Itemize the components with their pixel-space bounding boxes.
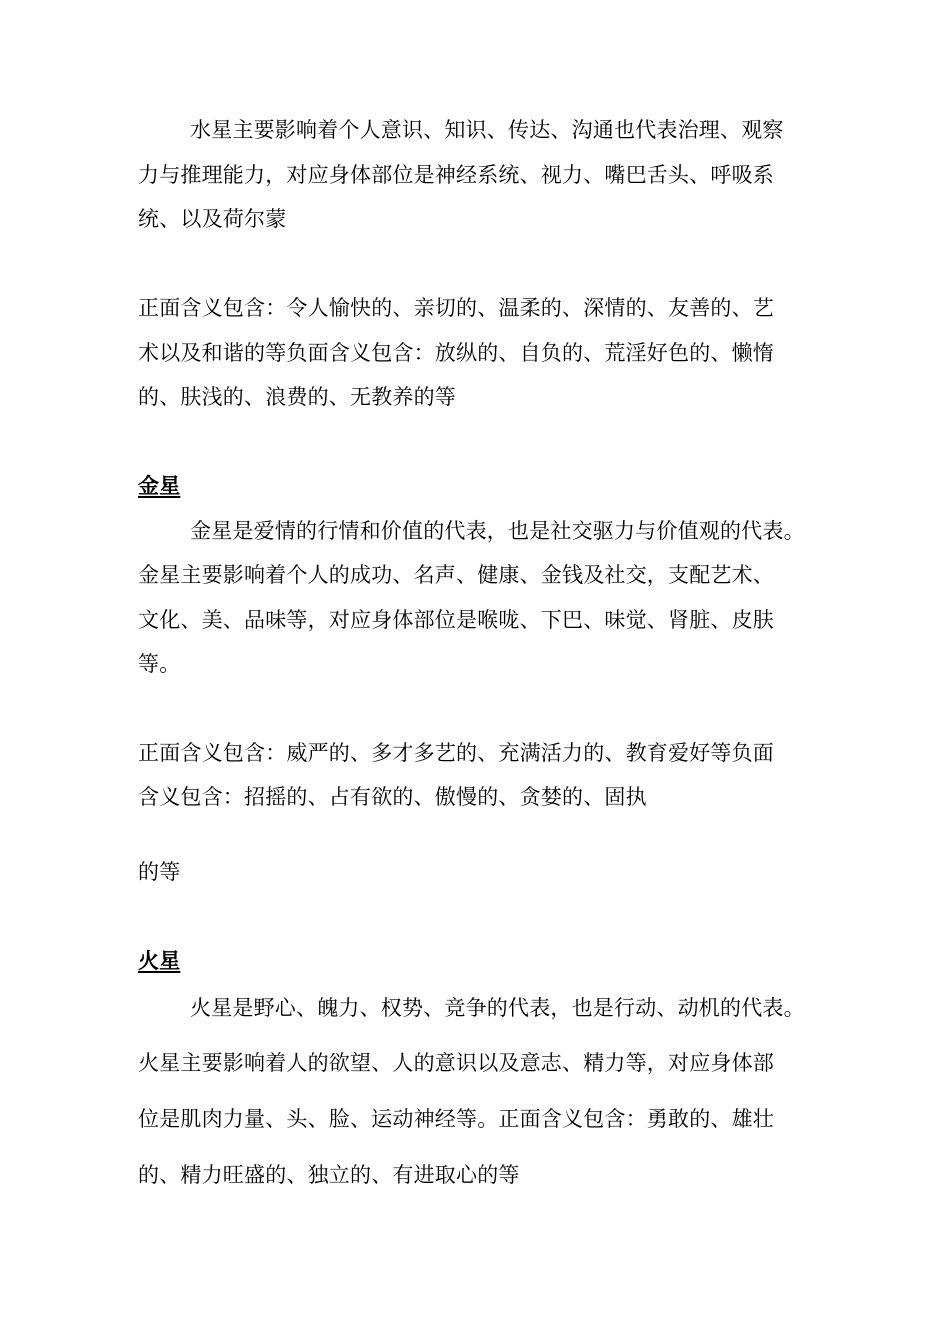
venus-line-1: 金星是爱情的行情和价值的代表，也是社交驱力与价值观的代表。 <box>190 519 805 543</box>
mercury-meaning-line-2: 术以及和谐的等负面含义包含：放纵的、自负的、荒淫好色的、懒惰 <box>138 341 774 365</box>
mercury-line-1: 水星主要影响着个人意识、知识、传达、沟通也代表治理、观察 <box>190 118 784 142</box>
venus-line-4: 等。 <box>138 652 181 676</box>
venus-meaning-line-3: 的等 <box>138 860 181 884</box>
mars-line-4: 的、精力旺盛的、独立的、有进取心的等 <box>138 1163 520 1187</box>
venus-meaning-line-2: 含义包含：招摇的、占有欲的、傲慢的、贪婪的、固执 <box>138 785 647 809</box>
venus-heading: 金星 <box>138 474 181 498</box>
mercury-meaning-line-3: 的、肤浅的、浪费的、无教养的等 <box>138 385 456 409</box>
venus-line-3: 文化、美、品味等，对应身体部位是喉咙、下巴、味觉、肾脏、皮肤 <box>138 608 774 632</box>
venus-line-2: 金星主要影响着个人的成功、名声、健康、金钱及社交，支配艺术、 <box>138 563 774 587</box>
mars-line-1: 火星是野心、魄力、权势、竞争的代表，也是行动、动机的代表。 <box>190 996 805 1020</box>
mars-line-3: 位是肌肉力量、头、脸、运动神经等。正面含义包含：勇敢的、雄壮 <box>138 1107 774 1131</box>
mars-heading: 火星 <box>138 949 181 973</box>
mercury-meaning-line-1: 正面含义包含：令人愉快的、亲切的、温柔的、深情的、友善的、艺 <box>138 296 774 320</box>
mercury-line-3: 统、以及荷尔蒙 <box>138 207 287 231</box>
mercury-line-2: 力与推理能力，对应身体部位是神经系统、视力、嘴巴舌头、呼吸系 <box>138 163 774 187</box>
venus-meaning-line-1: 正面含义包含：威严的、多才多艺的、充满活力的、教育爱好等负面 <box>138 741 774 765</box>
mars-line-2: 火星主要影响着人的欲望、人的意识以及意志、精力等，对应身体部 <box>138 1051 774 1075</box>
